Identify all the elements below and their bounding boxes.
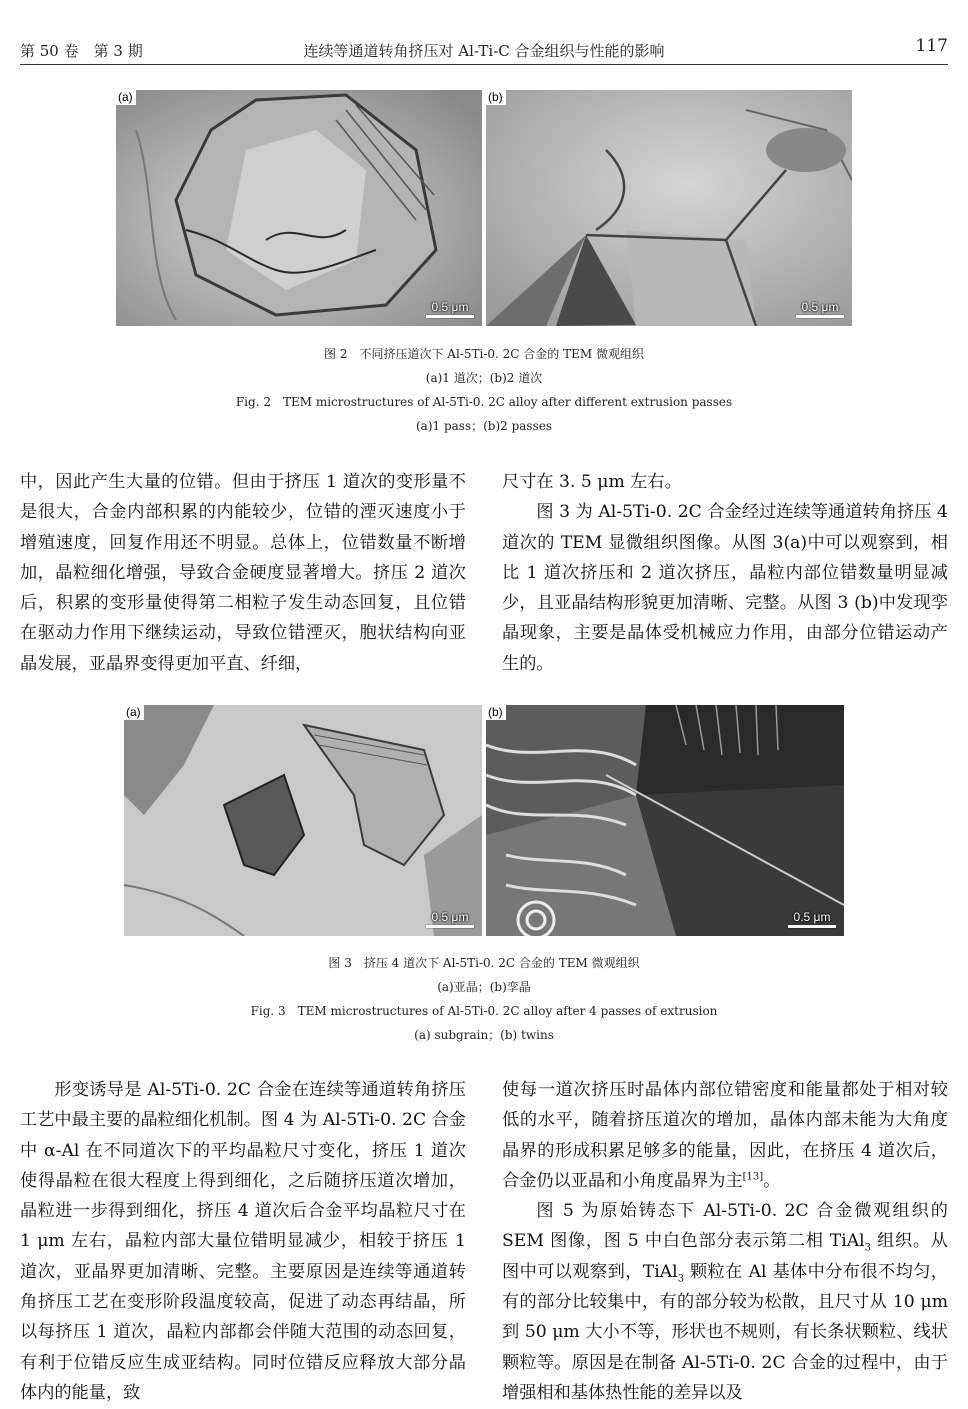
paragraph-text: 组织。从图中可以观察到，TiAl [502, 1231, 948, 1282]
text-top-left-column [20, 467, 466, 679]
figure3-subcaption-cn: (a)亚晶；(b)孪晶 [437, 980, 531, 994]
figure3-caption-en: Fig. 3 TEM microstructures of Al-5Ti-0. 2C alloy after 4 passes of extrusion [250, 1004, 718, 1018]
figure3b-scale-label: 0.5 μm [793, 910, 831, 924]
paragraph: 图 3 为 Al-5Ti-0. 2C 合金经过连续等通道转角挤压 4 道次的 TEM 显微组织图像。从图 3(a)中可以观察到，相比 1 道次挤压和 2 道次挤压，晶粒内部位错数量明显减少，且亚晶结构形貌更加清晰、完整。从图 3 (b)中发现孪晶现象，主要是晶体受机械应力作用，由部分位错运动产生的。 [502, 502, 948, 674]
citation-ref: [13] [742, 1171, 764, 1183]
figure2-subcaption-en: (a)1 pass；(b)2 passes [415, 419, 553, 433]
running-head [20, 36, 948, 60]
figure3-panel-a [124, 705, 482, 936]
page-number: 117 [915, 36, 948, 56]
text-bottom-right-column [502, 1075, 948, 1408]
figure2b-scale-label: 0.5 μm [801, 300, 839, 314]
figure2b-label: (b) [486, 90, 506, 105]
paragraph [502, 1196, 948, 1408]
figure2-caption-en: Fig. 2 TEM microstructures of Al-5Ti-0. 2C alloy after different extrusion passes [235, 395, 733, 409]
paragraph [502, 1075, 948, 1196]
text-top-right-column [502, 467, 948, 679]
figure2a-label: (a) [116, 90, 136, 105]
figure3b-label: (b) [486, 705, 506, 720]
volume-issue: 第 50 卷 第 3 期 [20, 42, 143, 60]
figure3a-scale-label: 0.5 μm [431, 910, 469, 924]
tem-image-fig3a [124, 705, 482, 936]
figure3-caption-cn: 图 3 挤压 4 道次下 Al-5Ti-0. 2C 合金的 TEM 微观组织 [328, 956, 640, 970]
figure3-subcaption-en: (a) subgrain；(b) twins [414, 1028, 554, 1042]
header-rule [20, 64, 948, 65]
figure2-panel-b [486, 90, 852, 326]
figure2a-scale-label: 0.5 μm [431, 300, 469, 314]
figure2b-scale-bar [796, 300, 844, 318]
figure2a-scale-bar [426, 300, 474, 318]
figure2-caption-cn: 图 2 不同挤压道次下 Al-5Ti-0. 2C 合金的 TEM 微观组织 [324, 347, 644, 361]
paragraph: 形变诱导是 Al-5Ti-0. 2C 合金在连续等通道转角挤压工艺中最主要的晶粒细化机制。图 4 为 Al-5Ti-0. 2C 合金中 α-Al 在不同道次下的平均晶粒尺寸变化，挤压 1 道次使得晶粒在很大程度上得到细化，之后随挤压道次增加，晶粒进一步得到细化，挤压 4 道次后合金平均晶粒尺寸在 1 μm 左右，晶粒内部大量位错明显减少，相较于挤压 1 道次，亚晶界更加清晰、完整。主要原因是连续等通道转角挤压工艺在变形阶段温度较高，促进了动态再结晶，所以每挤压 1 道次，晶粒内部都会伴随大范围的动态回复，有利于位错反应生成亚结构。同时位错反应释放大部分晶体内的能量，致 [20, 1080, 466, 1403]
paragraph-text: 。 [763, 1170, 781, 1191]
tem-image-fig2b [486, 90, 852, 326]
paragraph-text: 图 5 为原始铸态下 Al-5Ti-0. 2C 合金微观组织的 SEM 图像，图 5 中白色部分表示第二相 TiAl [502, 1201, 948, 1252]
subscript: 3 [864, 1242, 872, 1254]
paragraph-text: 使每一道次挤压时晶体内部位错密度和能量都处于相对较低的水平，随着挤压道次的增加，晶体内部未能为大角度晶界的形成积累足够多的能量，因此，在挤压 4 道次后，合金仍以亚晶和小角度晶界为主 [502, 1080, 948, 1191]
paragraph: 尺寸在 3. 5 μm 左右。 [502, 472, 682, 492]
subscript: 3 [677, 1273, 685, 1285]
tem-image-fig2a [116, 90, 482, 326]
figure2-panel-a [116, 90, 482, 326]
figure3a-label: (a) [124, 705, 144, 720]
figure2-subcaption-cn: (a)1 道次；(b)2 道次 [425, 371, 543, 385]
tem-image-fig3b [486, 705, 844, 936]
paragraph-text: 颗粒在 Al 基体中分布很不均匀，有的部分比较集中，有的部分较为松散，且尺寸从 10 μm 到 50 μm 大小不等，形状也不规则，有长条状颗粒、线状颗粒等。原因是在制备 Al-5Ti-0. 2C 合金的过程中，由于增强相和基体热性能的差异以及 [502, 1261, 948, 1403]
running-title: 连续等通道转角挤压对 Al-Ti-C 合金组织与性能的影响 [303, 42, 665, 60]
text-bottom-left-column [20, 1075, 466, 1408]
figure3b-scale-bar [788, 910, 836, 928]
paragraph: 中，因此产生大量的位错。但由于挤压 1 道次的变形量不是很大，合金内部积累的内能较少，位错的湮灭速度小于增殖速度，回复作用还不明显。总体上，位错数量不断增加，晶粒细化增强，导致合金硬度显著增大。挤压 2 道次后，积累的变形量使得第二相粒子发生动态回复，且位错在驱动力作用下继续运动，导致位错湮灭，胞状结构向亚晶发展，亚晶界变得更加平直、纤细， [20, 472, 466, 674]
figure3-panel-b [486, 705, 844, 936]
figure3a-scale-bar [426, 910, 474, 928]
